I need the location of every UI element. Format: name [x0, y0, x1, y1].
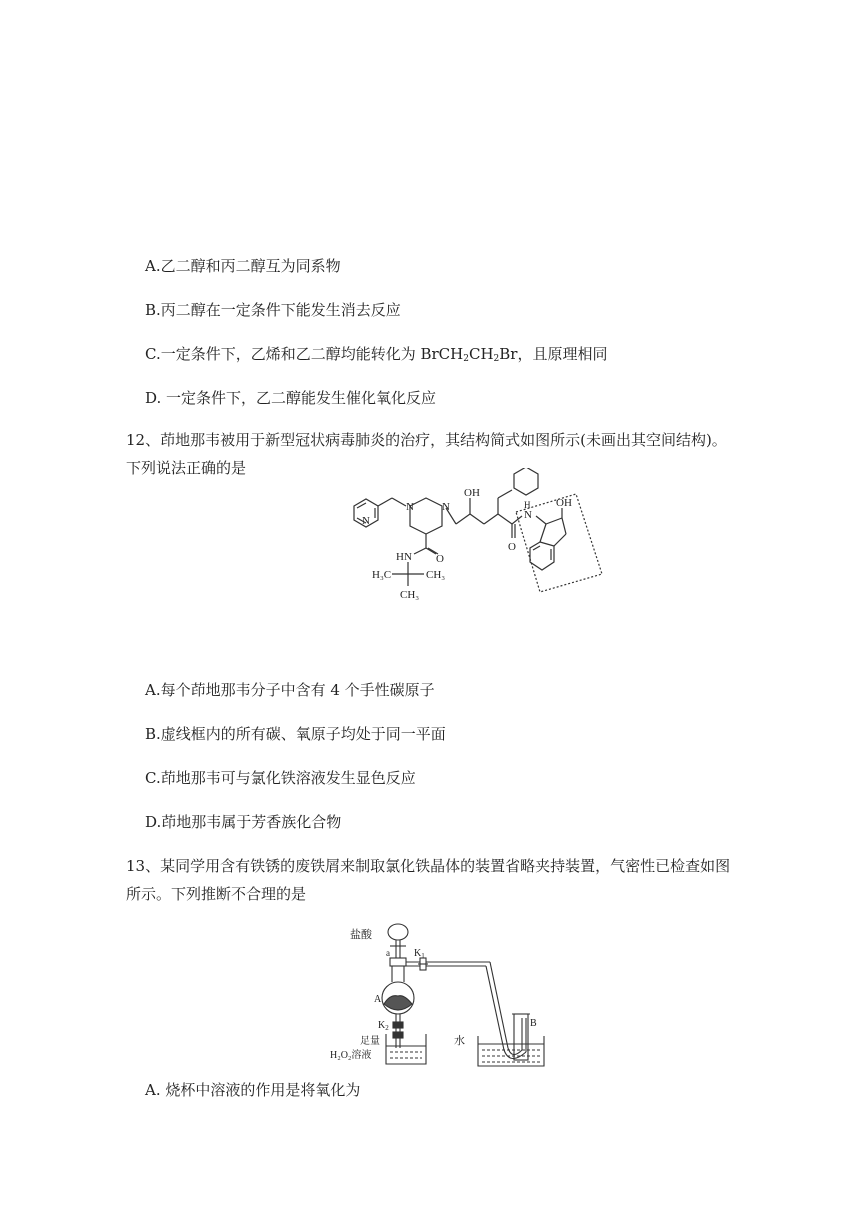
q11-option-d: D. 一定条件下，乙二醇能发生催化氧化反应: [145, 389, 437, 407]
q11-option-c-pre: C.一定条件下，乙烯和乙二醇均能转化为 BrCH: [145, 345, 464, 363]
q13-stem-line2: 所示。下列推断不合理的是: [126, 885, 307, 903]
q11-option-b: B.丙二醇在一定条件下能发生消去反应: [145, 301, 401, 319]
q11-option-c-post: Br，且原理相同: [499, 345, 608, 363]
indinavir-structure-figure: [340, 468, 610, 608]
amide-o-label: O: [436, 553, 444, 565]
excess-label: 足量: [360, 1036, 380, 1047]
q11-option-c: [145, 344, 607, 369]
q11-option-c-mid: CH: [468, 345, 494, 363]
q13-stem-line1: 13、某同学用含有铁锈的废铁屑来制取氯化铁晶体的装置省略夹持装置，气密性已检查如图: [126, 857, 731, 875]
cylinder-b-label: B: [530, 1018, 537, 1029]
amide-o2-label: O: [508, 541, 516, 553]
hcl-label: 盐酸: [350, 929, 372, 941]
q11-option-c-sub1: 2: [463, 354, 469, 364]
q13-option-a: A. 烧杯中溶液的作用是将氧化为: [145, 1081, 361, 1099]
apparatus-figure: [330, 918, 550, 1070]
q12-option-a: A.每个茚地那韦分子中含有 4 个手性碳原子: [145, 681, 435, 699]
q12-option-b: B.虚线框内的所有碳、氧原子均处于同一平面: [145, 725, 446, 743]
flask-a-label: A: [374, 994, 382, 1005]
k1-label: $K_1$: [414, 948, 425, 960]
water-label: 水: [454, 1035, 465, 1047]
amide-h-label: H: [524, 500, 531, 510]
pyridine-n-label: N: [362, 515, 370, 527]
piperazine-n2-label: N: [442, 501, 450, 513]
piperazine-n1-label: N: [406, 501, 414, 513]
h2o2-solution-label: H₂O₂溶液: [330, 1050, 372, 1061]
q12-option-c: C.茚地那韦可与氯化铁溶液发生显色反应: [145, 769, 416, 787]
q11-option-a: A.乙二醇和丙二醇互为同系物: [145, 257, 341, 275]
oh1-label: OH: [464, 487, 480, 499]
a-small-label: a: [386, 948, 390, 958]
h3c-label: H₃C: [372, 569, 392, 581]
q11-option-c-sub2: 2: [493, 354, 500, 364]
oh2-label: OH: [556, 497, 572, 509]
ch3-bottom-label: CH₃: [400, 589, 420, 601]
ch3-right-label: CH₃: [426, 569, 446, 581]
k2-label: $K_2$: [378, 1020, 389, 1032]
amide-n-label: N: [524, 509, 532, 521]
q12-stem-line2: 下列说法正确的是: [126, 459, 247, 477]
q12-option-d: D.茚地那韦属于芳香族化合物: [145, 813, 342, 831]
q12-stem-line1: 12、茚地那韦被用于新型冠状病毒肺炎的治疗，其结构简式如图所示(未画出其空间结构)。: [126, 431, 727, 449]
hn-label: HN: [396, 551, 412, 563]
